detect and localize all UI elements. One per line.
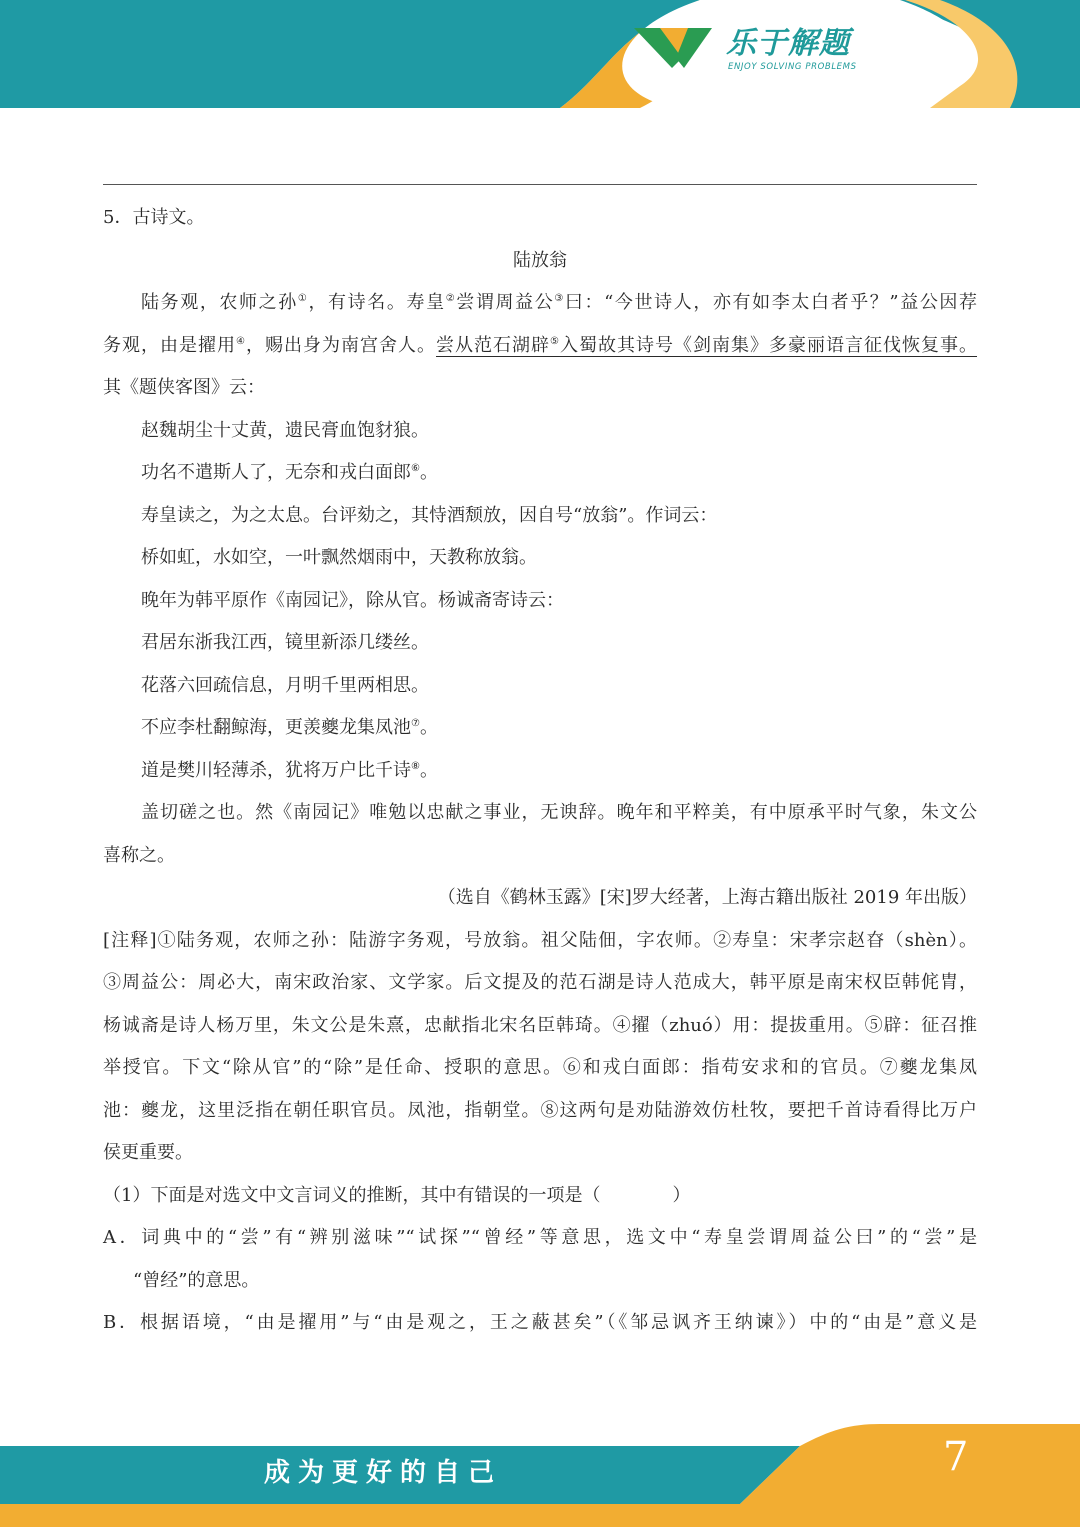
- passage-line: 晚年为韩平原作《南园记》，除从官。杨诚斋寄诗云：: [141, 589, 564, 611]
- option-b: B．根据语境，“由是擢用”与“由是观之，王之蔽甚矣”（《邹忌讽齐王纳谏》）中的“由是”意义是: [103, 1312, 977, 1333]
- poem-line: 桥如虹，水如空，一叶飘然烟雨中，天教称放翁。: [141, 547, 537, 568]
- option-a: A．词典中的“尝”有“辨别滋味”“试探”“曾经”等意思，选文中“寿皇尝谓周益公曰”的“尝”是: [103, 1227, 977, 1248]
- note-line: 池：夔龙，这里泛指在朝任职官员。凤池，指朝堂。⑧这两句是劝陆游效仿杜牧，要把千首诗看得比万户: [103, 1099, 977, 1121]
- poem-line: 君居东浙我江西，镜里新添几缕丝。: [141, 632, 429, 653]
- note-line: 杨诚斋是诗人杨万里，朱文公是朱熹，忠献指北宋名臣韩琦。④擢（zhuó）用：提拔重用。⑤辟：征召推: [103, 1014, 977, 1036]
- sub-question: （1）下面是对选文中文言词义的推断，其中有错误的一项是（ ）: [103, 1184, 691, 1206]
- brand-name: 乐于解题: [726, 26, 850, 61]
- underlined-sentence: 尝从范石湖辟⑤入蜀故其诗号《剑南集》多豪丽语言征伐恢复事。: [436, 334, 978, 356]
- poem-line: 花落六回疏信息，月明千里两相思。: [141, 674, 429, 696]
- page-number: 7: [943, 1434, 969, 1480]
- poem-line: 不应李杜翻鲸海，更羡夔龙集凤池⑦。: [141, 717, 438, 738]
- source-citation: （选自《鹤林玉露》[宋]罗大经著，上海古籍出版社 2019 年出版）: [437, 887, 977, 908]
- question-number-title: 5．古诗文。: [103, 207, 205, 228]
- passage-line: 陆务观，农师之孙①，有诗名。寿皇②尝谓周益公③曰：“今世诗人，亦有如李太白者乎？”益公因荐: [141, 292, 978, 313]
- header-divider: [103, 184, 977, 185]
- poem-line: 功名不遣斯人了，无奈和戎白面郎⑥。: [141, 462, 438, 483]
- footer-slogan: 成为更好的自己: [264, 1458, 503, 1488]
- passage-line: 寿皇读之，为之太息。台评劾之，其恃酒颓放，因自号“放翁”。作词云：: [141, 504, 718, 526]
- brand-tagline: ENJOY SOLVING PROBLEMS: [728, 62, 857, 72]
- passage-line: 盖切磋之也。然《南园记》唯勉以忠献之事业，无谀辞。晚年和平粹美，有中原承平时气象，朱文公: [141, 802, 977, 823]
- passage-line: 喜称之。: [103, 844, 175, 866]
- poem-line: 道是樊川轻薄杀，犹将万户比千诗⑧。: [141, 759, 438, 781]
- header-banner: [0, 0, 1080, 110]
- note-line: 举授官。下文“除从官”的“除”是任命、授职的意思。⑥和戎白面郎：指苟安求和的官员。⑦夔龙集凤: [103, 1057, 977, 1078]
- note-line: [注释]①陆务观，农师之孙：陆游字务观，号放翁。祖父陆佃，字农师。②寿皇：宋孝宗赵昚（shèn）。: [103, 929, 977, 951]
- passage-line: 务观，由是擢用④，赐出身为南宫舍人。尝从范石湖辟⑤入蜀故其诗号《剑南集》多豪丽语言征伐恢复事。: [103, 334, 978, 356]
- passage-line: 其《题侠客图》云：: [103, 377, 265, 398]
- footer-banner: [0, 1420, 1080, 1527]
- option-a-continued: “曾经”的意思。: [133, 1269, 260, 1291]
- passage-title: 陆放翁: [513, 249, 567, 271]
- poem-line: 赵魏胡尘十丈黄，遗民膏血饱豺狼。: [141, 419, 429, 441]
- note-line: ③周益公：周必大，南宋政治家、文学家。后文提及的范石湖是诗人范成大，韩平原是南宋权臣韩侂胄，: [103, 972, 977, 993]
- note-line: 侯更重要。: [103, 1142, 193, 1163]
- question-content: [103, 197, 977, 1345]
